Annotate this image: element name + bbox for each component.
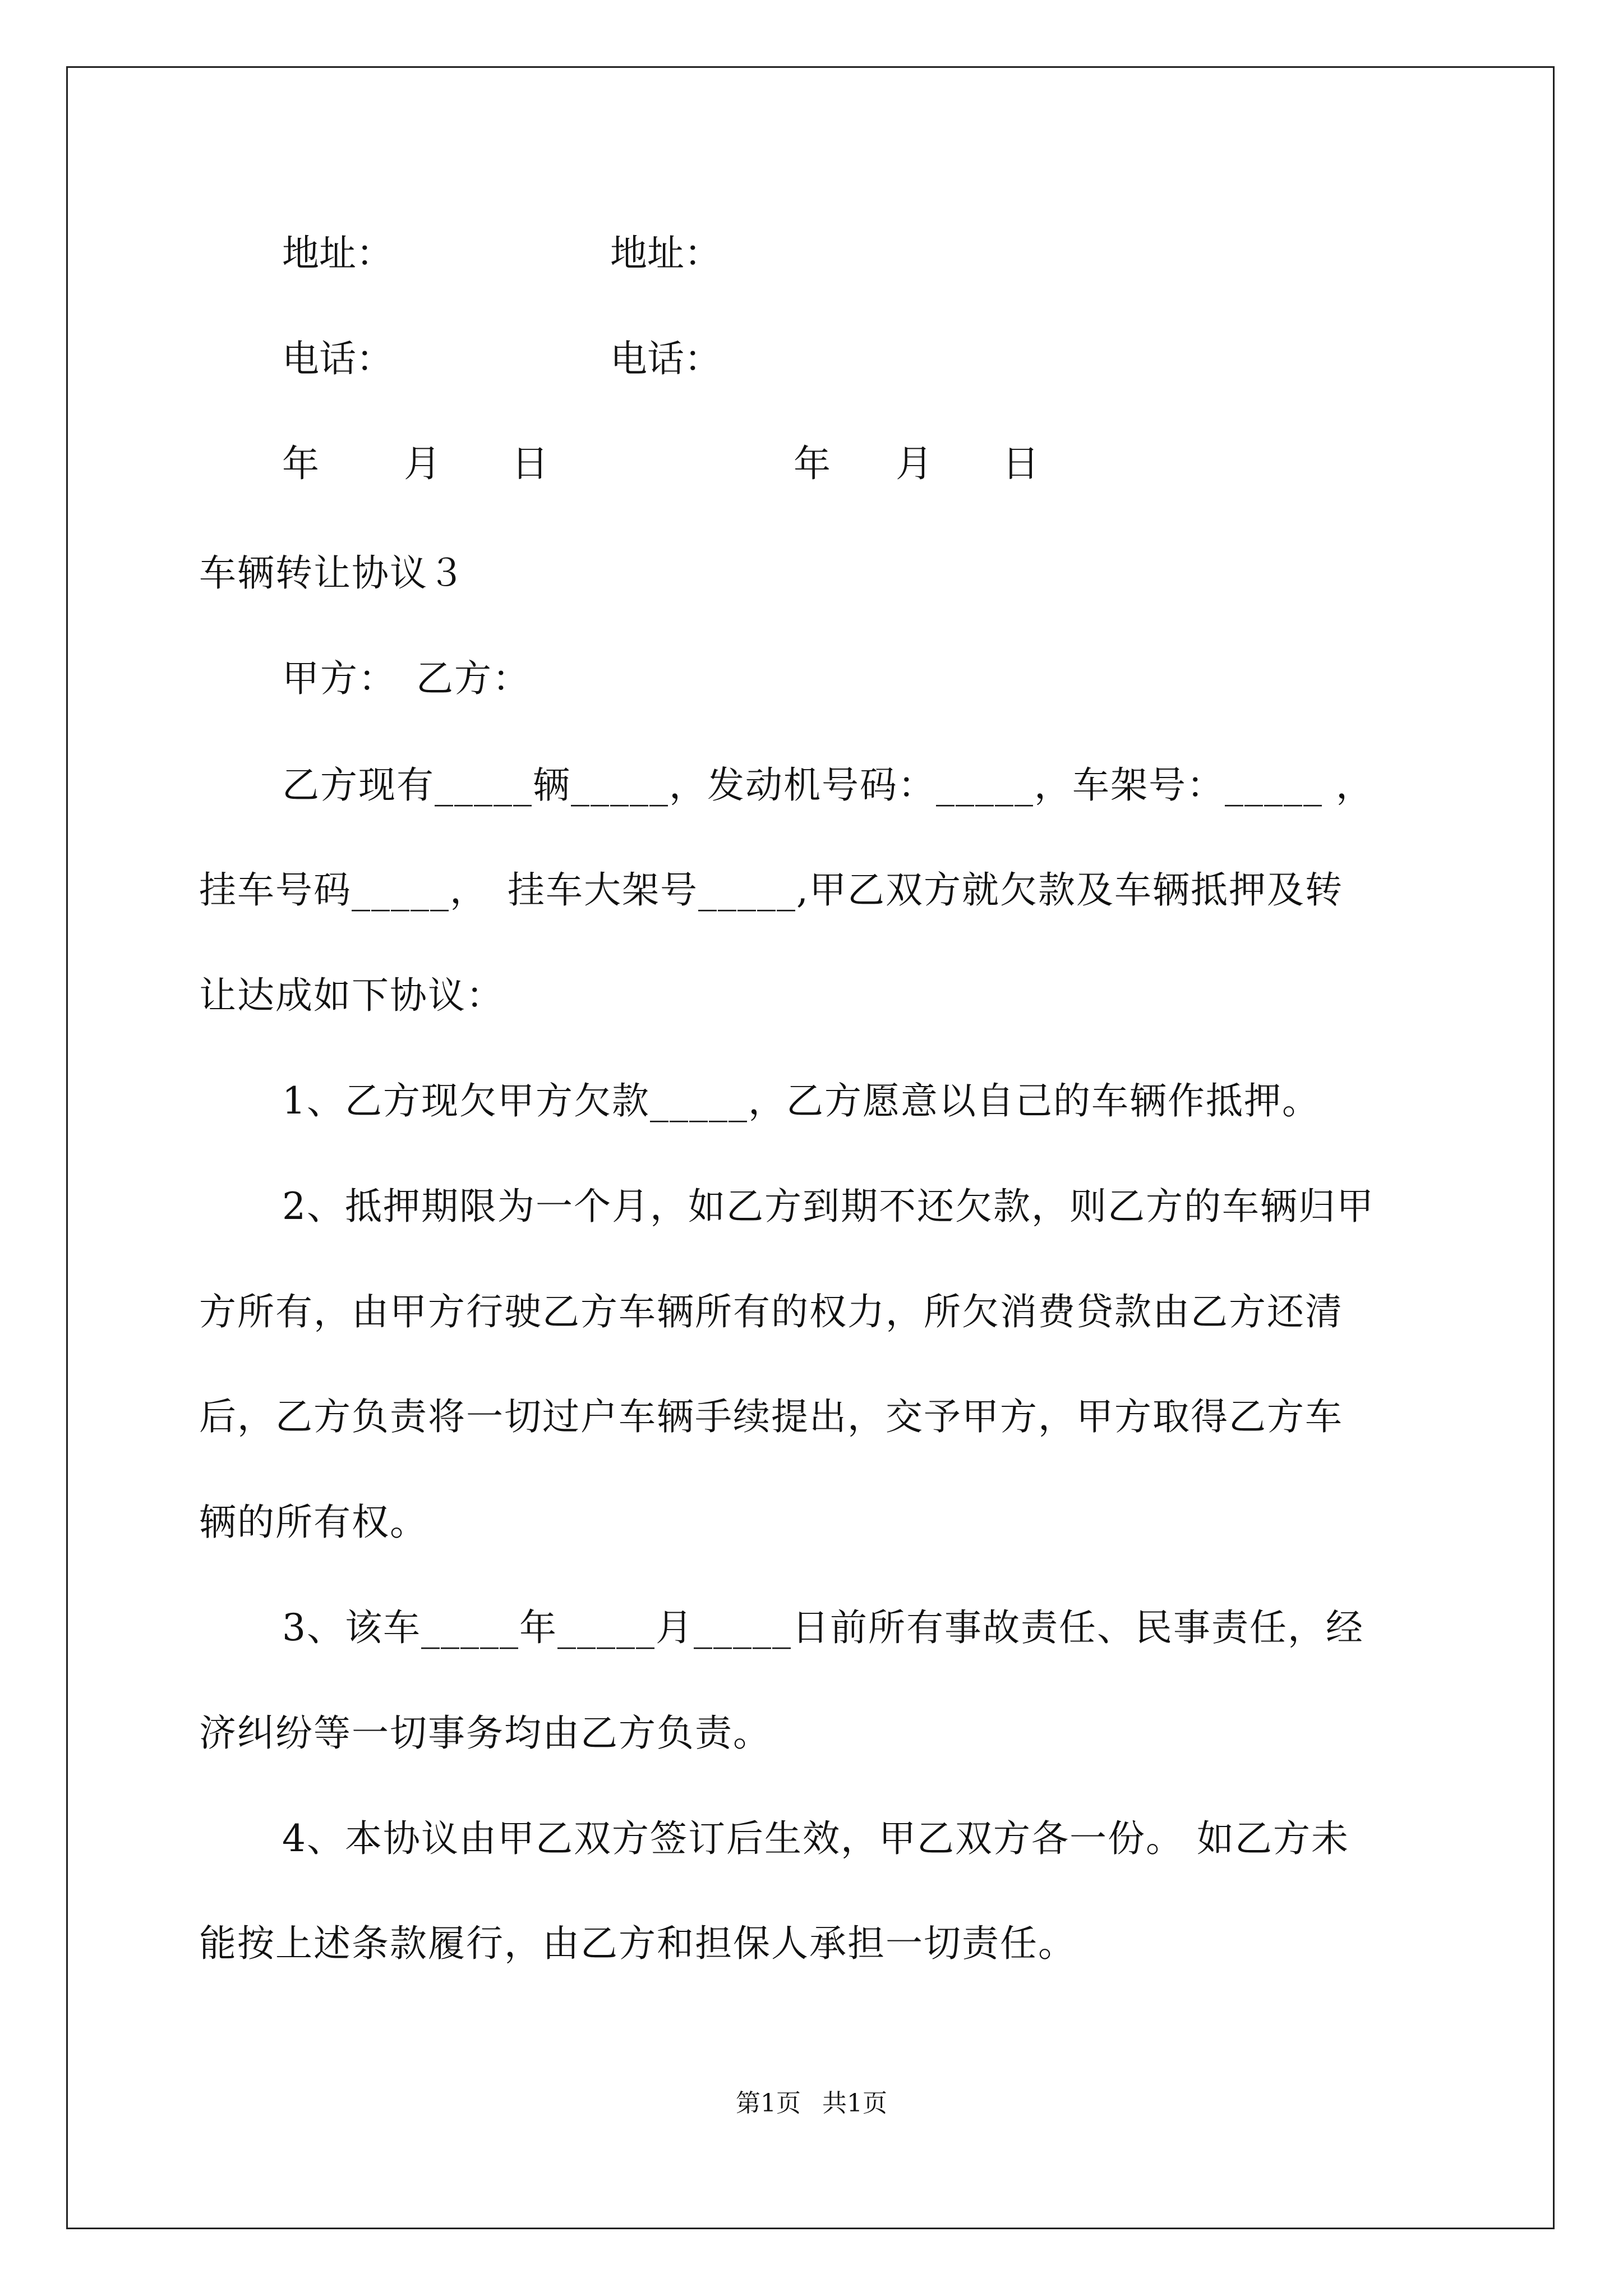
party-b-date-day: 日 bbox=[1002, 442, 1039, 485]
party-b-date-month: 月 bbox=[896, 442, 933, 485]
party-b-phone-label: 电话： bbox=[610, 337, 721, 380]
parties-line: 甲方： 乙方： bbox=[282, 657, 531, 700]
party-a-date-month: 月 bbox=[404, 442, 441, 485]
page-footer bbox=[0, 2088, 1623, 2119]
clause-2-line-4: 辆的所有权。 bbox=[199, 1501, 428, 1544]
party-a-phone-label: 电话： bbox=[282, 337, 393, 380]
page-total: 共1页 bbox=[822, 2089, 887, 2118]
page-current: 第1页 bbox=[736, 2089, 801, 2118]
intro-line-3: 让达成如下协议： bbox=[199, 974, 504, 1017]
clause-4-line-1: 4、本协议由甲乙双方签订后生效，甲乙双方各一份。 如乙方未 bbox=[282, 1817, 1349, 1860]
party-b-address-label: 地址： bbox=[610, 232, 721, 275]
clause-3-line-2: 济纠纷等一切事务均由乙方负责。 bbox=[199, 1711, 771, 1755]
clause-2-line-3: 后，乙方负责将一切过户车辆手续提出，交予甲方，甲方取得乙方车 bbox=[199, 1395, 1343, 1438]
clause-3-line-1: 3、该车_____年_____月_____日前所有事故责任、民事责任，经 bbox=[282, 1606, 1364, 1649]
page-border bbox=[66, 66, 1555, 2229]
intro-line-1: 乙方现有_____辆_____，发动机号码：_____，车架号：_____ ， bbox=[282, 763, 1374, 807]
intro-line-2: 挂车号码_____， 挂车大架号_____,甲乙双方就欠款及车辆抵押及转 bbox=[199, 868, 1343, 912]
clause-2-line-1: 2、抵押期限为一个月，如乙方到期不还欠款，则乙方的车辆归甲 bbox=[282, 1185, 1375, 1228]
document-title: 车辆转让协议３ bbox=[199, 551, 466, 595]
party-a-date-day: 日 bbox=[511, 442, 548, 485]
clause-4-line-2: 能按上述条款履行，由乙方和担保人承担一切责任。 bbox=[199, 1922, 1076, 1965]
party-b-date-year: 年 bbox=[794, 442, 831, 485]
party-a-address-label: 地址： bbox=[282, 232, 393, 275]
clause-1-line-1: 1、乙方现欠甲方欠款_____，乙方愿意以自己的车辆作抵押。 bbox=[282, 1079, 1320, 1122]
party-a-date-year: 年 bbox=[282, 442, 319, 485]
clause-2-line-2: 方所有，由甲方行驶乙方车辆所有的权力，所欠消费贷款由乙方还清 bbox=[199, 1290, 1343, 1333]
